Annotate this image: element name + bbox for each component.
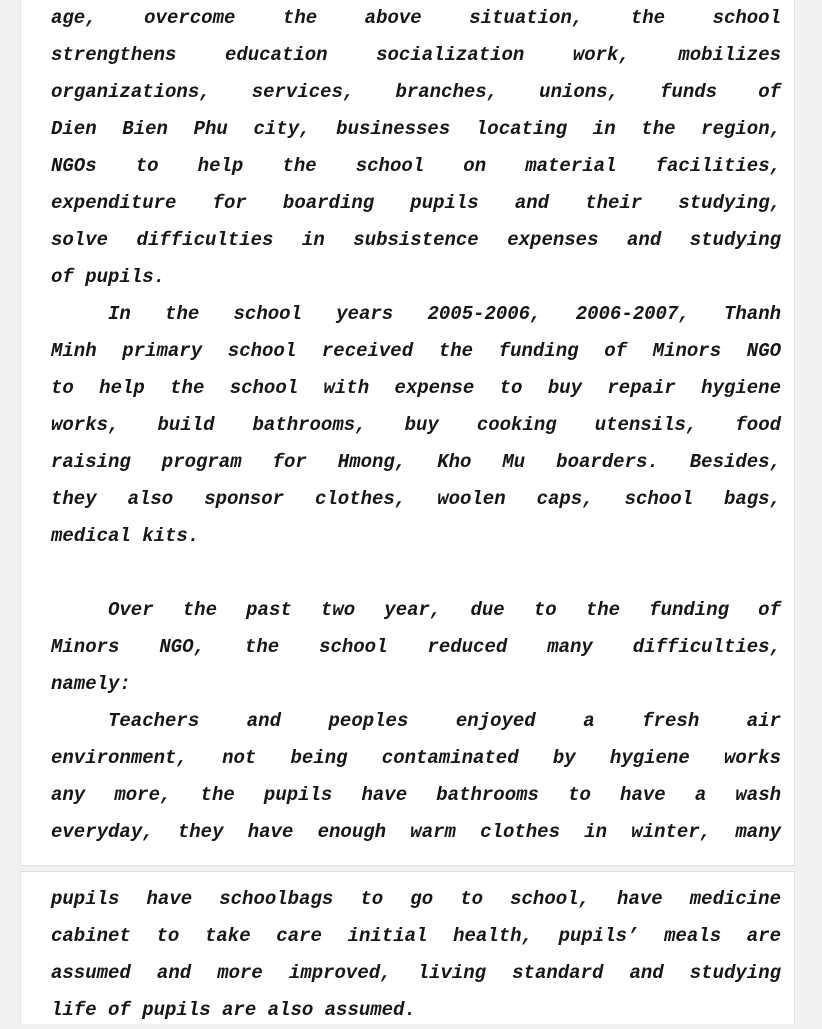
body-text-bottom — [51, 881, 781, 1029]
text-line: Minh primary school received the funding of Minors NGO — [51, 340, 781, 362]
text-line: Dien Bien Phu city, businesses locating in the region, — [51, 118, 781, 140]
text-line: assumed and more improved, living standard and studying — [51, 962, 781, 984]
text-line: raising program for Hmong, Kho Mu boarders. Besides, — [51, 451, 781, 473]
text-line: of pupils. — [51, 266, 166, 288]
text-line: life of pupils are also assumed. — [51, 999, 416, 1021]
text-line: they also sponsor clothes, woolen caps, school bags, — [51, 488, 781, 510]
text-line: environment, not being contaminated by hygiene works — [51, 747, 781, 769]
text-line: any more, the pupils have bathrooms to have a wash — [51, 784, 781, 806]
paragraph-first-line: In the school years 2005-2006, 2006-2007, Thanh — [108, 303, 781, 325]
text-line: NGOs to help the school on material facilities, — [51, 155, 781, 177]
document-page-bottom — [20, 871, 795, 1024]
text-line: works, build bathrooms, buy cooking utensils, food — [51, 414, 781, 436]
text-line: strengthens education socialization work, mobilizes — [51, 44, 781, 66]
text-line: medical kits. — [51, 525, 200, 547]
text-line: cabinet to take care initial health, pupils’ meals are — [51, 925, 781, 947]
text-line: Minors NGO, the school reduced many difficulties, — [51, 636, 781, 658]
text-line: pupils have schoolbags to go to school, have medicine — [51, 888, 781, 910]
paragraph-first-line: Teachers and peoples enjoyed a fresh air — [108, 710, 781, 732]
text-line: namely: — [51, 673, 131, 695]
paragraph-first-line: Over the past two year, due to the funding of — [108, 599, 781, 621]
paragraph-spacer — [51, 555, 781, 592]
text-line: age, overcome the above situation, the school — [51, 7, 781, 29]
text-line: organizations, services, branches, unions, funds of — [51, 81, 781, 103]
text-line: to help the school with expense to buy repair hygiene — [51, 377, 781, 399]
body-text-top — [51, 0, 781, 851]
text-line: expenditure for boarding pupils and their studying, — [51, 192, 781, 214]
text-line: solve difficulties in subsistence expenses and studying — [51, 229, 781, 251]
document-page-top — [20, 0, 795, 866]
text-line: everyday, they have enough warm clothes in winter, many — [51, 821, 781, 843]
